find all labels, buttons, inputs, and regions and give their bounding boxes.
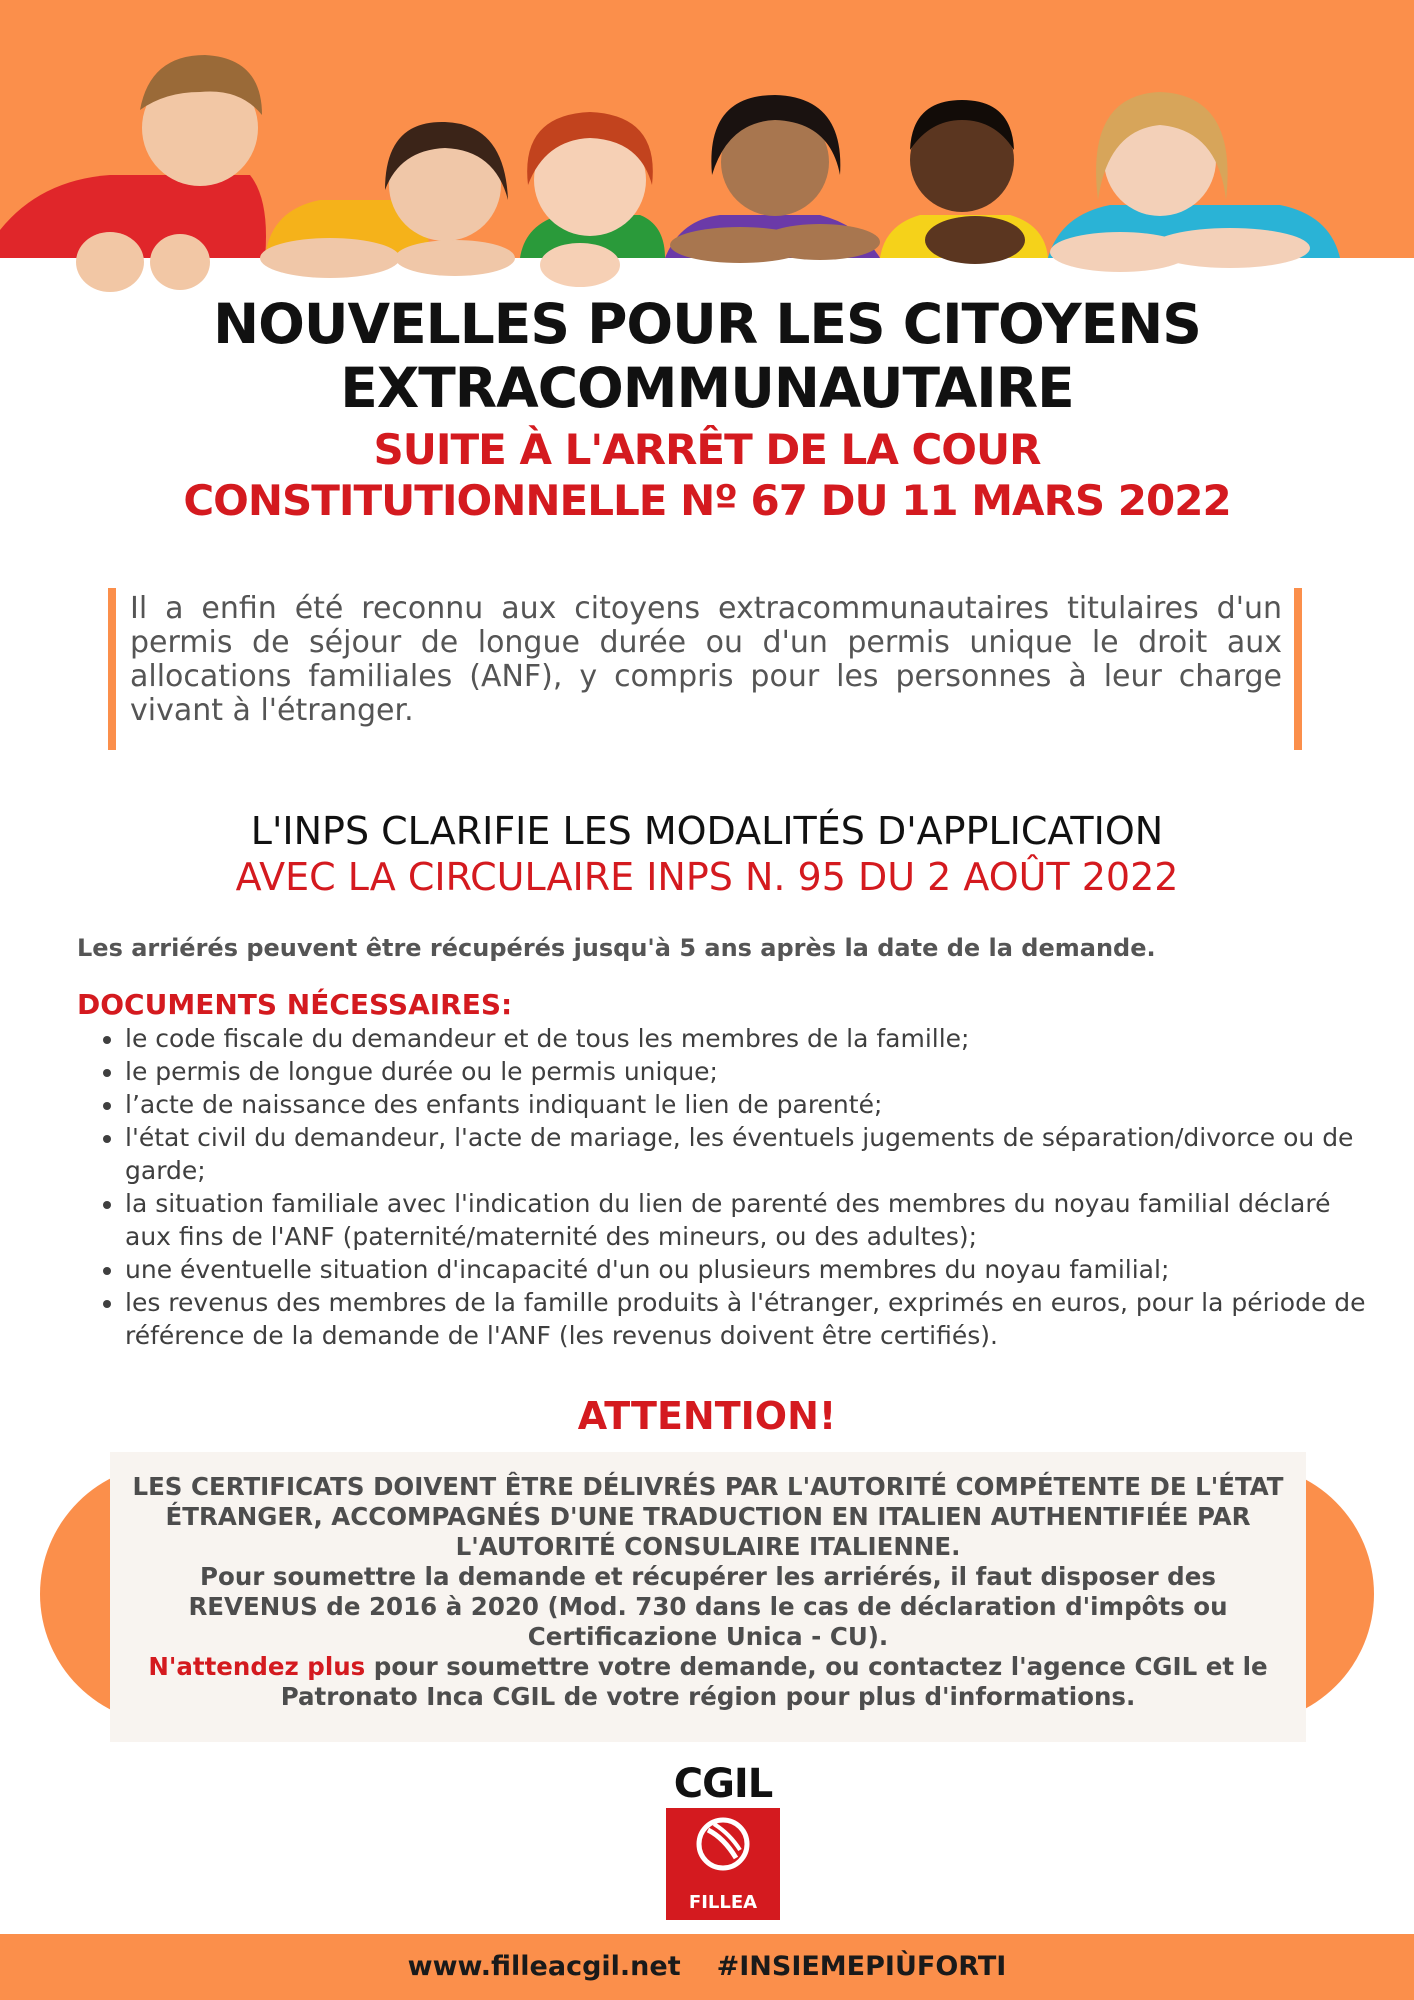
child-photo-2 — [260, 122, 515, 278]
attention-heading: ATTENTION! — [577, 1394, 837, 1438]
child-photo-6 — [1048, 92, 1340, 272]
list-item: • une éventuelle situation d'incapacité d'un ou plusieurs membres du noyau familial; — [125, 1253, 1367, 1286]
subtitle-line-2: CONSTITUTIONNELLE Nº 67 DU 11 MARS 2022 — [183, 476, 1231, 525]
notice-box — [110, 1452, 1306, 1742]
title-line-1: NOUVELLES POUR LES CITOYENS — [213, 292, 1201, 356]
subtitle-line-1: SUITE À L'ARRÊT DE LA COUR — [373, 425, 1041, 474]
list-item: • le code fiscale du demandeur et de tous les membres de la famille; — [125, 1022, 1367, 1055]
list-item: • l’acte de naissance des enfants indiquant le lien de parenté; — [125, 1088, 1367, 1121]
list-item: • le permis de longue durée ou le permis unique; — [125, 1055, 1367, 1088]
child-photo-3 — [520, 112, 665, 287]
cgil-fillea-logo — [664, 1762, 782, 1920]
title-block — [0, 292, 1414, 526]
notice-highlight: N'attendez plus — [148, 1652, 366, 1681]
documents-list — [77, 1022, 1367, 1352]
child-photo-5 — [880, 100, 1048, 264]
notice-paragraph-1: LES CERTIFICATS DOIVENT ÊTRE DÉLIVRÉS PAR L'AUTORITÉ COMPÉTENTE DE L'ÉTAT ÉTRANGER, ACCOMPAGNÉS D'UNE TRADUCTION EN ITALIEN AUTHENTIFIÉE PAR L'AUTORITÉ CONSULAIRE ITALIENNE. — [132, 1472, 1284, 1561]
inps-heading-line-2: AVEC LA CIRCULAIRE INPS N. 95 DU 2 AOÛT 2022 — [235, 855, 1179, 899]
website-link[interactable]: www.filleacgil.net — [407, 1951, 681, 1982]
inps-heading — [0, 808, 1414, 900]
list-item: • la situation familiale avec l'indication du lien de parenté des membres du noyau familial déclaré aux fins de l'ANF (paternité/maternité des mineurs, ou des adultes); — [125, 1187, 1367, 1253]
child-photo-1 — [0, 55, 266, 292]
intro-text: Il a enfin été reconnu aux citoyens extracommunautaires titulaires d'un permis de séjour de longue durée ou d'un permis unique le droit aux allocations familiales (ANF), y compris pour les personnes à leur charge vivant à l'étranger. — [130, 591, 1282, 728]
footer-bar — [0, 1934, 1414, 2000]
logo-emblem-icon — [666, 1808, 780, 1888]
notice-paragraph-2: Pour soumettre la demande et récupérer les arriérés, il faut disposer des REVENUS de 2016 à 2020 (Mod. 730 dans le cas de déclaration d'impôts ou Certificazione Unica - CU). — [188, 1562, 1228, 1651]
list-item: • les revenus des membres de la famille produits à l'étranger, exprimés en euros, pour la période de référence de la demande de l'ANF (les revenus doivent être certifiés). — [125, 1286, 1367, 1352]
logo-red-square — [666, 1808, 780, 1920]
notice-paragraph-3 — [132, 1652, 1284, 1712]
inps-heading-line-1: L'INPS CLARIFIE LES MODALITÉS D'APPLICATION — [250, 809, 1164, 853]
title-line-2: EXTRACOMMUNAUTAIRE — [340, 356, 1074, 420]
intro-box — [108, 588, 1302, 750]
child-photo-4 — [665, 95, 880, 263]
children-photo-banner — [0, 0, 1414, 300]
logo-fillea-text: FILLEA — [688, 1892, 758, 1913]
hashtag-text: #INSIEMEPIÙFORTI — [716, 1951, 1007, 1982]
arrears-text: Les arriérés peuvent être récupérés jusqu'à 5 ans après la date de la demande. — [77, 934, 1156, 962]
notice-paragraph-3-text: pour soumettre votre demande, ou contactez l'agence CGIL et le Patronato Inca CGIL de votre région pour plus d'informations. — [280, 1652, 1268, 1711]
list-item: • l'état civil du demandeur, l'acte de mariage, les éventuels jugements de séparation/divorce ou de garde; — [125, 1121, 1367, 1187]
logo-cgil-text: CGIL — [673, 1761, 773, 1807]
documents-heading: DOCUMENTS NÉCESSAIRES: — [77, 988, 513, 1021]
